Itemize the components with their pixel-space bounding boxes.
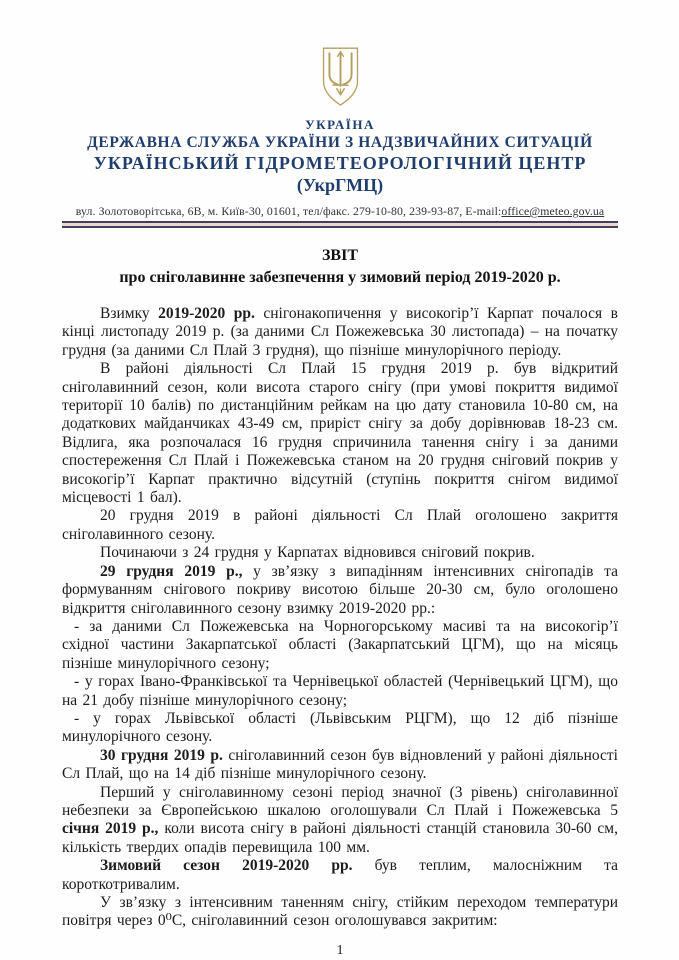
document-body — [62, 305, 618, 931]
document-title — [62, 245, 618, 289]
body-paragraph — [62, 894, 618, 931]
bold-run: січня 2019 р., — [62, 820, 159, 838]
letterhead-org-abbr: (УкрГМЦ) — [296, 175, 384, 195]
body-paragraph — [62, 710, 618, 747]
text-run: був теплим, малосніжним та короткотривалим. — [62, 857, 618, 893]
body-paragraph — [62, 305, 618, 360]
text-run: Починаючи з 24 грудня у Карпатах відновився сніговий покрив. — [100, 544, 535, 562]
text-run: 20 грудня 2019 в районі діяльності Сл Плай оголошено закриття сніголавинного сезону. — [62, 507, 618, 543]
letterhead-country: УКРАЇНА — [305, 117, 375, 132]
body-paragraph — [62, 563, 618, 618]
text-run: Перший у сніголавинному сезоні період значної (3 рівень) сніголавинної небезпеки за Європейською шкалою оголошували Сл Плай і Пожежевська 5 — [62, 783, 618, 819]
bold-run: 2019-2020 рр. — [158, 305, 255, 322]
page-number: 1 — [336, 942, 344, 958]
body-paragraph — [62, 747, 618, 784]
body-paragraph — [62, 544, 618, 562]
text-run: - у горах Львівської області (Львівським РЦГМ), що 12 діб пізніше минулорічного сезону. — [62, 709, 618, 746]
text-run: У зв’язку з інтенсивним таненням снігу, стійким переходом температури повітря через 0⁰С, сніголавинний сезон оголошувався закритим: — [62, 894, 618, 930]
letterhead-double-rule — [62, 221, 618, 228]
text-run: - за даними Сл Пожежевська на Чорногорському масиві та на високогір’ї східної частини Закарпатської області (Закарпатський ЦГМ), що на місяць пізніше минулорічного сезону; — [62, 617, 618, 672]
ukraine-trident-emblem-icon — [318, 46, 363, 113]
title-line1: ЗВІТ — [321, 247, 358, 264]
text-run: коли висота снігу в районі діяльності станцій становила 30-60 см, кількість твердих опадів перевищила 100 мм. — [62, 820, 618, 856]
letterhead-organization: УКРАЇНСЬКИЙ ГІДРОМЕТЕОРОЛОГІЧНИЙ ЦЕНТР — [93, 153, 587, 173]
text-run: снігонакопичення у високогір’ї Карпат почалося в кінці листопаду 2019 р. (за даними Сл Пожежевська 30 листопада) – на початку грудня (за даними Сл Плай 3 грудня), що пізніше минулорічного періоду. — [62, 305, 618, 359]
bold-run: 30 грудня 2019 р. — [100, 746, 223, 764]
body-paragraph — [62, 784, 618, 858]
text-run: В районі діяльності Сл Плай 15 грудня 2019 р. був відкритий сніголавинний сезон, коли висота старого снігу (при умові покриття видимої території 10 балів) по дистанційним рейкам на цю дату становила 10-80 см, на додаткових майданчиках 43-49 см, приріст снігу за добу дорівнював 18-23 см. Відлига, яка розпочалася 16 грудня спричинила танення снігу і за даними спостереження Сл Плай і Пожежевська станом на 20 грудня сніговий покрив у високогір’ї Карпат практично відсутній (ступінь покриття снігом видимої місцевості 1 бал). — [62, 360, 618, 507]
email-link[interactable]: office@meteo.gov.ua — [501, 204, 605, 218]
body-paragraph — [62, 618, 618, 673]
letterhead-address — [62, 204, 618, 218]
text-run: Взимку — [100, 305, 159, 322]
body-paragraph — [62, 507, 618, 544]
address-text: вул. Золотоворітська, 6В, м. Київ-30, 01601, тел/факс. 279-10-80, 239-93-87, E-mail: — [75, 204, 502, 218]
bold-run: Зимовий сезон 2019-2020 рр. — [100, 857, 353, 875]
bold-run: 29 грудня 2019 р., — [100, 562, 243, 580]
text-run: - у горах Івано-Франківської та Чернівецької областей (Чернівецький ЦГМ), що на 21 добу пізніше минулорічного сезону; — [62, 673, 618, 709]
letterhead-agency: ДЕРЖАВНА СЛУЖБА УКРАЇНИ З НАДЗВИЧАЙНИХ СИТУАЦІЙ — [87, 134, 593, 151]
title-line2: про сніголавинне забезпечення у зимовий період 2019-2020 р. — [119, 269, 561, 286]
body-paragraph — [62, 857, 618, 894]
text-run: у зв’язку з випадінням інтенсивних снігопадів та формуванням снігового покриву висотою більше 20-30 см, було оголошено відкриття сніголавинного сезону взимку 2019-2020 рр.: — [62, 562, 618, 617]
letterhead — [62, 46, 618, 228]
body-paragraph — [62, 673, 618, 710]
body-paragraph — [62, 360, 618, 507]
text-run: сніголавинний сезон був відновлений у районі діяльності Сл Плай, що на 14 діб пізніше минулорічного сезону. — [62, 746, 618, 783]
